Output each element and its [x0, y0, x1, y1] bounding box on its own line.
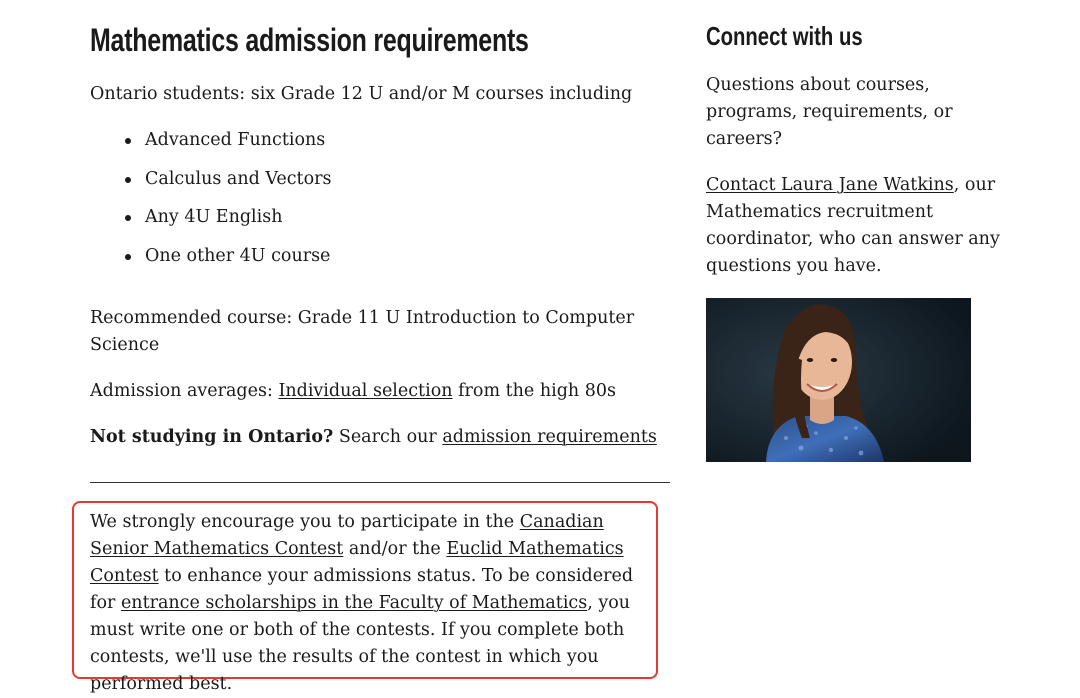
not-ontario-body: Search our: [333, 426, 443, 447]
contest-text-2: and/or the: [343, 539, 447, 559]
contest-text-3: to enhance your admissions status. To be considered for: [90, 566, 634, 613]
intro-text: Ontario students: six Grade 12 U and/or M courses including: [90, 84, 633, 104]
sidebar-title: Connect with us: [706, 21, 863, 51]
page-title: Mathematics admission requirements: [90, 22, 529, 58]
coordinator-photo: [706, 298, 971, 462]
list-item: One other 4U course: [125, 243, 670, 270]
list-item: Calculus and Vectors: [125, 166, 670, 193]
contest-text-1: We strongly encourage you to participate in the: [90, 512, 520, 532]
contest-paragraph: [90, 509, 656, 698]
admission-averages: [90, 378, 670, 405]
contact-link[interactable]: Contact Laura Jane Watkins: [706, 175, 954, 195]
list-item: Any 4U English: [125, 204, 670, 231]
contest-text-4: , you must write one or both of the contests. If you complete both contests, we'll use the results of the contest in which you performed best.: [90, 593, 631, 694]
section-divider: [90, 482, 670, 483]
not-ontario-heading: Not studying in Ontario?: [90, 426, 334, 447]
scholarships-link[interactable]: entrance scholarships in the Faculty of Mathematics: [120, 593, 588, 613]
list-item: Advanced Functions: [125, 127, 670, 154]
individual-selection-link[interactable]: Individual selection: [278, 380, 453, 401]
main-content: [90, 18, 670, 491]
portrait-image: [706, 298, 971, 462]
contact-text: , our Mathematics recruitment coordinator, who can answer any questions you have.: [706, 175, 1000, 276]
euclid-link[interactable]: Euclid Mathematics Contest: [90, 539, 624, 586]
sidebar: [706, 18, 1006, 462]
recommended-course: Recommended course: Grade 11 U Introduction to Computer Science: [90, 307, 635, 355]
admission-requirements-link[interactable]: admission requirements: [442, 426, 657, 447]
csmc-link[interactable]: Canadian Senior Mathematics Contest: [90, 512, 604, 559]
not-ontario-text: [90, 424, 670, 451]
sidebar-question: Questions about courses, programs, requirements, or careers?: [706, 75, 953, 149]
course-list: [90, 127, 670, 270]
averages-suffix: from the high 80s: [452, 380, 616, 401]
sidebar-contact: [706, 172, 1006, 280]
averages-prefix: Admission averages:: [90, 380, 279, 401]
